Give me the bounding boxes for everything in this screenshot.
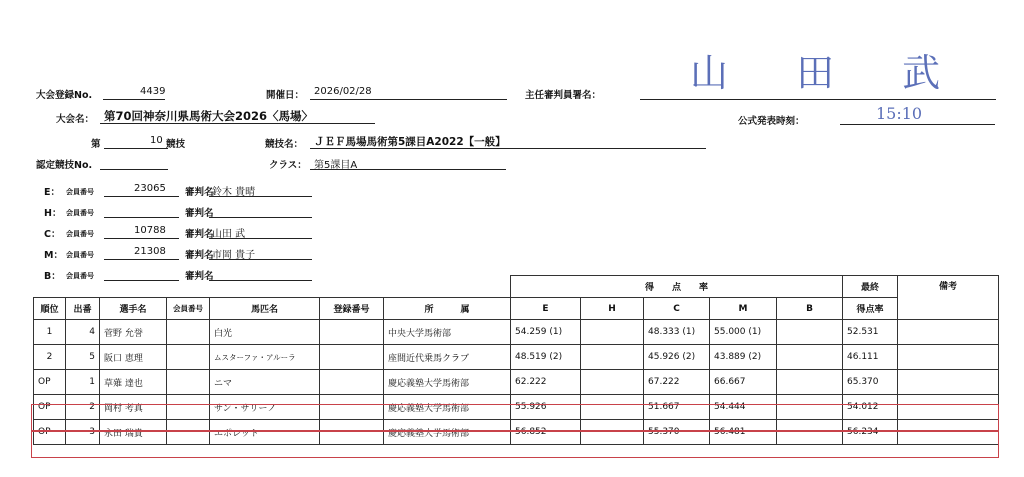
- cell-score-c: [644, 420, 710, 445]
- results-table: [33, 275, 999, 445]
- cell-score-h: [581, 370, 644, 395]
- cell-horse: ムスターファ・アルーラ: [210, 345, 320, 370]
- cell-club: 慶応義塾大学馬術部: [384, 420, 511, 445]
- reg-no-label: 大会登録No.: [36, 90, 93, 101]
- judge-member-label: 会員番号: [66, 251, 94, 259]
- cell-rank: 1: [34, 320, 66, 345]
- cell-reg: [320, 395, 384, 420]
- judge-member-no: 23065: [134, 183, 166, 194]
- cell-score-m: [710, 370, 777, 395]
- score-value: 54.444: [714, 402, 746, 412]
- cell-note: [898, 345, 999, 370]
- score-value: 62.222: [515, 377, 547, 387]
- cell-reg: [320, 345, 384, 370]
- announce-time-value: 15:10: [876, 104, 923, 123]
- cell-reg: [320, 320, 384, 345]
- table-row: [34, 345, 999, 370]
- cell-rank: OP: [34, 370, 66, 395]
- score-value: 55.926: [515, 402, 547, 412]
- table-row: [34, 370, 999, 395]
- score-value: 48.519: [515, 352, 547, 362]
- score-rank: (1): [549, 327, 563, 337]
- cell-score-h: [581, 345, 644, 370]
- event-name: 第70回神奈川県馬術大会2026〈馬場〉: [104, 109, 314, 123]
- cell-rider: 岡村 考真: [100, 395, 167, 420]
- reg-no-value: 4439: [140, 86, 166, 97]
- score-value: 67.222: [648, 377, 680, 387]
- col-header-order: 出番: [66, 298, 100, 320]
- cell-rider: 菅野 允誉: [100, 320, 167, 345]
- col-header-e: E: [511, 298, 581, 320]
- cell-final: 56.234: [843, 420, 898, 445]
- cell-score-m: [710, 320, 777, 345]
- col-header-b: B: [777, 298, 843, 320]
- judge-member-label: 会員番号: [66, 188, 94, 196]
- col-header-rank: 順位: [34, 298, 66, 320]
- competition-name: ＪＥＦ馬場馬術第5課目A2022【一般】: [314, 136, 506, 148]
- cell-score-b: [777, 370, 843, 395]
- score-value: 56.852: [515, 427, 547, 437]
- table-row: [34, 420, 999, 445]
- cell-final: 54.012: [843, 395, 898, 420]
- cell-score-e: [511, 320, 581, 345]
- cell-club: 慶応義塾大学馬術部: [384, 370, 511, 395]
- chief-judge-label: 主任審判員署名：: [525, 90, 602, 101]
- judge-name: 市岡 貴子: [212, 250, 256, 261]
- judge-position: B：: [44, 271, 61, 282]
- cell-order: 2: [66, 395, 100, 420]
- cell-member: [167, 345, 210, 370]
- table-header-row-top: [34, 276, 999, 298]
- score-value: 54.259: [515, 327, 547, 337]
- score-rank: (2): [748, 352, 762, 362]
- col-header-club: 所 属: [384, 298, 511, 320]
- cell-horse: エポレット: [210, 420, 320, 445]
- class-value: 第5課目A: [314, 160, 358, 171]
- score-value: 48.333: [648, 327, 680, 337]
- score-value: 55.000: [714, 327, 746, 337]
- cell-final: 65.370: [843, 370, 898, 395]
- final-header-top: 最終: [843, 276, 898, 298]
- judge-name-label: 審判名: [185, 229, 214, 240]
- col-header-c: C: [644, 298, 710, 320]
- col-header-horse: 馬匹名: [210, 298, 320, 320]
- cell-score-h: [581, 420, 644, 445]
- cell-member: [167, 370, 210, 395]
- cell-club: 座間近代乗馬クラブ: [384, 345, 511, 370]
- judge-member-no: 10788: [134, 225, 166, 236]
- cell-score-c: [644, 345, 710, 370]
- judge-member-no: 21308: [134, 246, 166, 257]
- table-row: [34, 395, 999, 420]
- judge-name: 山田 武: [212, 229, 246, 240]
- cell-final: 52.531: [843, 320, 898, 345]
- remarks-header: 備考: [898, 276, 999, 320]
- cell-score-m: [710, 345, 777, 370]
- score-value: 66.667: [714, 377, 746, 387]
- judge-name-label: 審判名: [185, 208, 214, 219]
- col-header-h: H: [581, 298, 644, 320]
- table-header-row: [34, 298, 999, 320]
- cell-rank: OP: [34, 420, 66, 445]
- col-header-member: 会員番号: [167, 298, 210, 320]
- judge-name-label: 審判名: [185, 250, 214, 261]
- cell-score-m: [710, 395, 777, 420]
- col-header-m: M: [710, 298, 777, 320]
- cell-rider: 阪口 恵理: [100, 345, 167, 370]
- cell-score-e: [511, 420, 581, 445]
- cell-note: [898, 420, 999, 445]
- cell-score-h: [581, 320, 644, 345]
- cell-rank: OP: [34, 395, 66, 420]
- competition-prefix: 第: [91, 139, 101, 150]
- judge-position: C：: [44, 229, 61, 240]
- cell-note: [898, 370, 999, 395]
- cell-note: [898, 395, 999, 420]
- table-row: [34, 320, 999, 345]
- cell-horse: ニマ: [210, 370, 320, 395]
- judge-position: E：: [44, 187, 60, 198]
- col-header-rider: 選手名: [100, 298, 167, 320]
- cell-score-e: [511, 370, 581, 395]
- judge-name: 鈴木 貴晴: [212, 187, 256, 198]
- cell-rank: 2: [34, 345, 66, 370]
- cell-reg: [320, 370, 384, 395]
- score-rank: (2): [549, 352, 563, 362]
- date-value: 2026/02/28: [314, 86, 372, 97]
- competition-suffix: 競技: [166, 139, 186, 150]
- cell-score-e: [511, 395, 581, 420]
- cell-rider: 永田 瑞貴: [100, 420, 167, 445]
- cell-rider: 草薙 達也: [100, 370, 167, 395]
- cell-order: 3: [66, 420, 100, 445]
- judge-name-label: 審判名: [185, 187, 214, 198]
- cell-score-c: [644, 370, 710, 395]
- cell-horse: サン・サリーノ: [210, 395, 320, 420]
- final-header-bottom: 得点率: [843, 298, 898, 320]
- cell-score-b: [777, 320, 843, 345]
- score-rank: (1): [748, 327, 762, 337]
- cell-club: 慶応義塾大学馬術部: [384, 395, 511, 420]
- judge-member-label: 会員番号: [66, 272, 94, 280]
- score-value: 55.370: [648, 427, 680, 437]
- col-header-reg: 登録番号: [320, 298, 384, 320]
- chief-judge-signature: 山 田 武: [690, 51, 969, 95]
- cell-horse: 白光: [210, 320, 320, 345]
- judge-position: H：: [44, 208, 62, 219]
- announce-time-label: 公式発表時刻：: [738, 116, 805, 127]
- cell-club: 中央大学馬術部: [384, 320, 511, 345]
- cell-score-b: [777, 395, 843, 420]
- competition-no: 10: [150, 135, 163, 146]
- cell-order: 4: [66, 320, 100, 345]
- cell-score-b: [777, 420, 843, 445]
- cell-reg: [320, 420, 384, 445]
- cell-score-c: [644, 320, 710, 345]
- date-label: 開催日：: [266, 90, 305, 101]
- cell-final: 46.111: [843, 345, 898, 370]
- score-value: 43.889: [714, 352, 746, 362]
- score-group-header: 得 点 率: [511, 276, 843, 298]
- judge-member-label: 会員番号: [66, 209, 94, 217]
- cell-score-m: [710, 420, 777, 445]
- score-rank: (2): [682, 352, 696, 362]
- cell-order: 5: [66, 345, 100, 370]
- score-rank: (1): [682, 327, 696, 337]
- cell-order: 1: [66, 370, 100, 395]
- certified-no-label: 認定競技No.: [36, 160, 93, 171]
- cell-member: [167, 320, 210, 345]
- cell-score-e: [511, 345, 581, 370]
- cell-note: [898, 320, 999, 345]
- cell-member: [167, 395, 210, 420]
- event-label: 大会名：: [56, 114, 95, 125]
- score-value: 45.926: [648, 352, 680, 362]
- judge-position: M：: [44, 250, 63, 261]
- score-value: 56.481: [714, 427, 746, 437]
- cell-score-h: [581, 395, 644, 420]
- class-label: クラス：: [269, 160, 307, 171]
- judge-name-label: 審判名: [185, 271, 214, 282]
- competition-name-label: 競技名：: [265, 139, 304, 150]
- cell-score-b: [777, 345, 843, 370]
- score-value: 51.667: [648, 402, 680, 412]
- cell-score-c: [644, 395, 710, 420]
- cell-member: [167, 420, 210, 445]
- judge-member-label: 会員番号: [66, 230, 94, 238]
